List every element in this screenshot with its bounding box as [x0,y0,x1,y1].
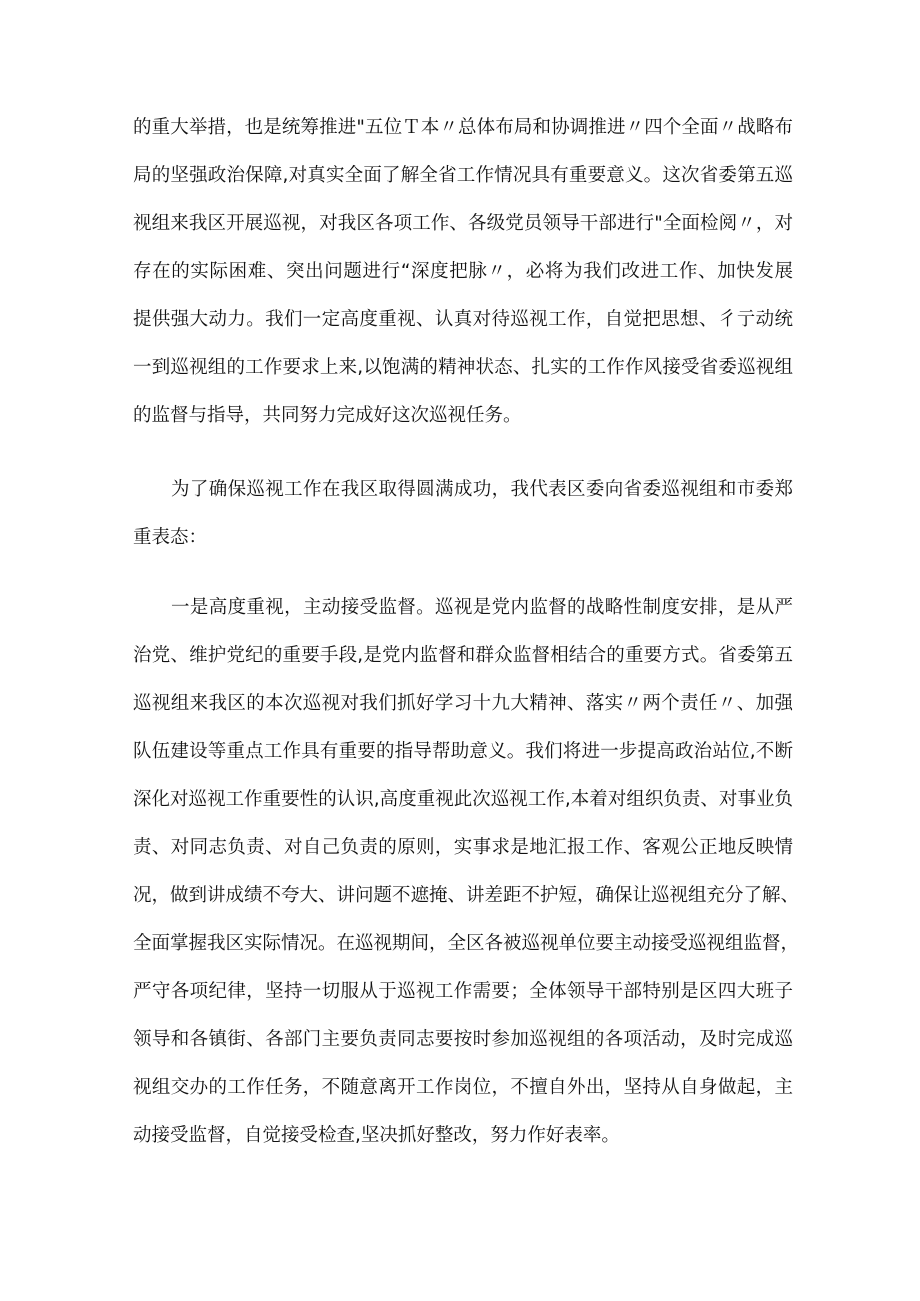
text-line: 的监督与指导，共同努力完成好这次巡视任务。 [133,405,522,426]
text-line: 一是高度重视，主动接受监督。巡视是党内监督的战略性制度安排，是从严 [171,597,793,618]
text-line: 为了确保巡视工作在我区取得圆满成功，我代表区委向省委巡视组和市委郑 [171,479,793,500]
text-line: 一到巡视组的工作要求上来,以饱满的精神状态、扎实的工作作风接受省委巡视组 [133,357,793,378]
text-line: 严守各项纪律，坚持一切服从于巡视工作需要；全体领导干部特别是区四大班子 [133,981,793,1002]
text-line: 动接受监督，自觉接受检查,坚决抓好整改，努力作好表率。 [133,1125,620,1146]
text-line: 的重大举措，也是统筹推进"五位Ｔ本〃总体布局和协调推进〃四个全面〃战略布 [133,117,793,138]
text-line: 责、对同志负责、对自己负责的原则，实事求是地汇报工作、客观公正地反映情 [133,837,793,858]
text-line: 存在的实际困难、突出问题进行“深度把脉〃，必将为我们改进工作、加快发展 [133,261,793,282]
text-line: 视组来我区开展巡视，对我区各项工作、各级党员领导干部进行"全面检阅〃，对 [133,213,793,234]
text-line: 深化对巡视工作重要性的认识,高度重视此次巡视工作,本着对组织负责、对事业负 [133,789,793,810]
text-line: 况，做到讲成绩不夸大、讲问题不遮掩、讲差距不护短，确保让巡视组充分了解、 [133,885,800,906]
paragraph-2 [133,466,793,562]
text-line: 队伍建设等重点工作具有重要的指导帮助意义。我们将进一步提高政治站位,不断 [133,741,793,762]
paragraph-1 [133,104,793,440]
text-line: 领导和各镇街、各部门主要负责同志要按时参加巡视组的各项活动，及时完成巡 [133,1029,793,1050]
text-line: 治党、维护党纪的重要手段,是党内监督和群众监督相结合的重要方式。省委第五 [133,645,793,666]
text-line: 局的坚强政治保障,对真实全面了解全省工作情况具有重要意义。这次省委第五巡 [133,165,793,186]
text-line: 全面掌握我区实际情况。在巡视期间，全区各被巡视单位要主动接受巡视组监督， [133,933,800,954]
text-line: 视组交办的工作任务，不随意离开工作岗位，不擅自外出，坚持从自身做起，主 [133,1077,793,1098]
text-line: 巡视组来我区的本次巡视对我们抓好学习十九大精神、落实〃两个责任〃、加强 [133,693,793,714]
paragraph-3 [133,584,800,1160]
text-line: 提供强大动力。我们一定高度重视、认真对待巡视工作，自觉把思想、彳亍动统 [133,309,793,330]
text-line: 重表态： [133,527,208,548]
